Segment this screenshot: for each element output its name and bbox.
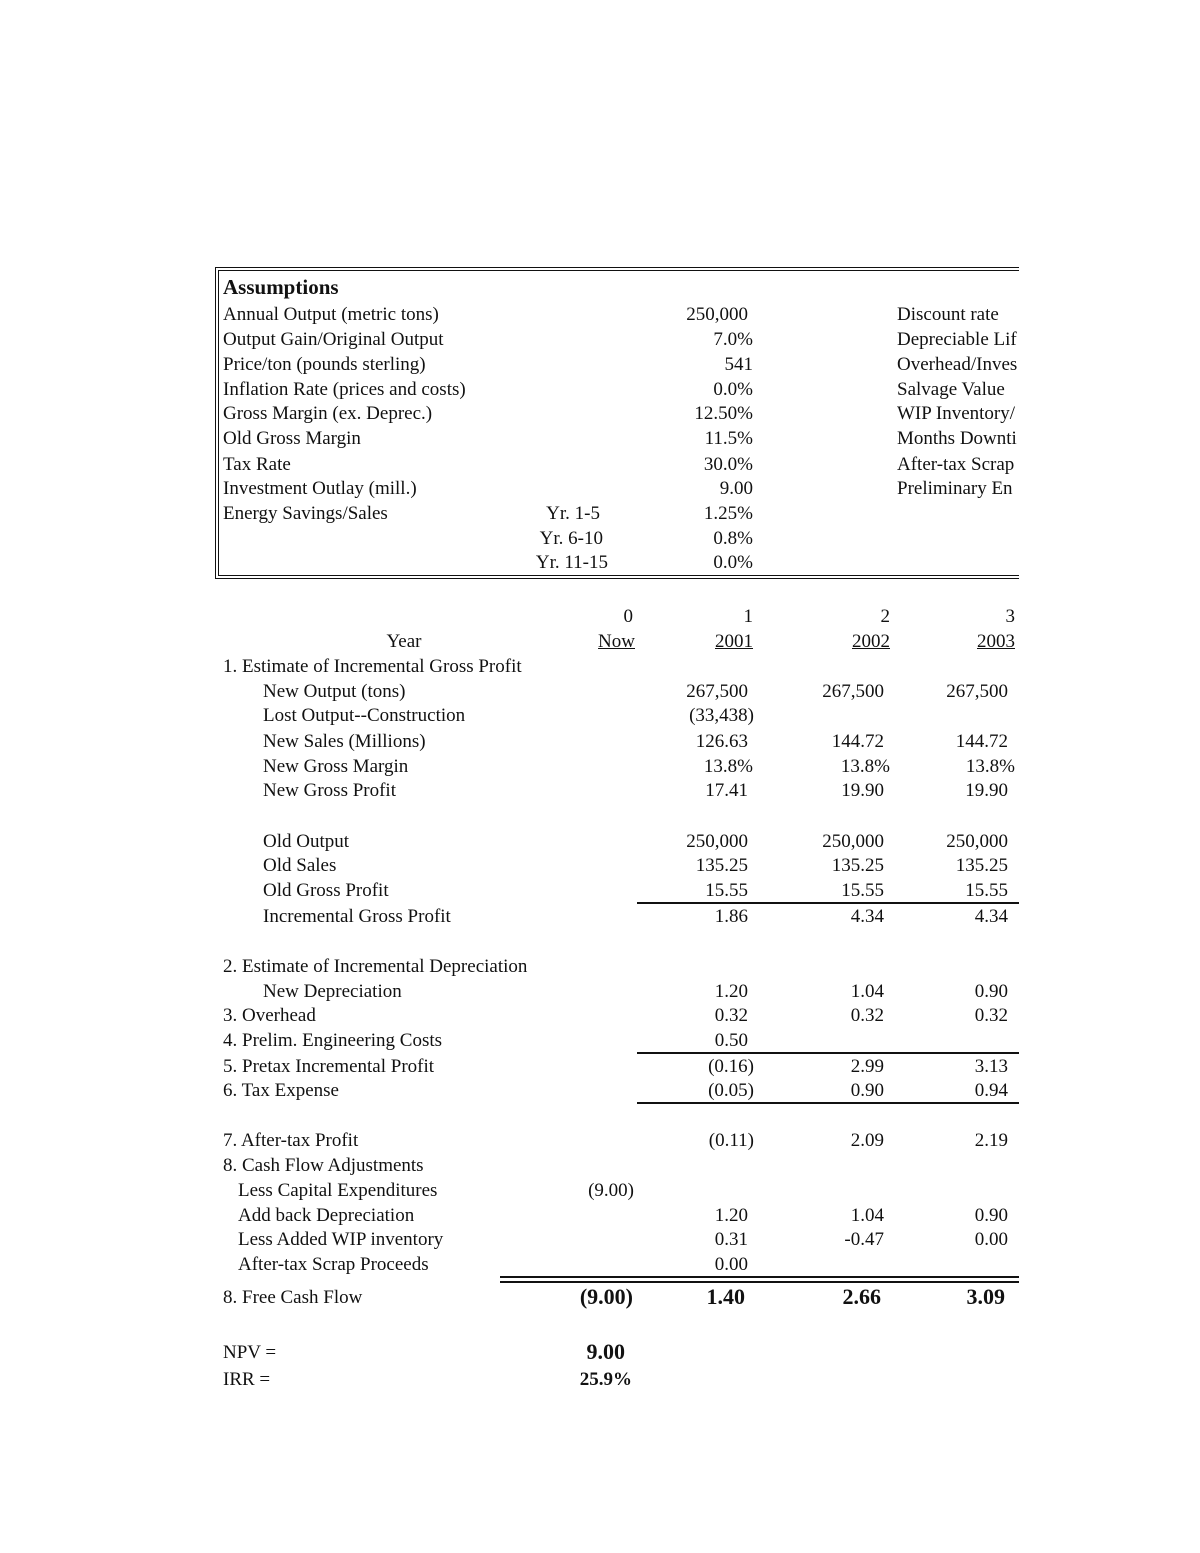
row-label: Less Added WIP inventory — [238, 1229, 444, 1250]
assumption-value: 30.0% — [703, 454, 753, 475]
row-value: 1.40 — [706, 1284, 745, 1309]
subtotal-rule — [637, 1102, 1019, 1104]
year-header: Now — [598, 631, 635, 652]
assumption-right-label: Overhead/Inves — [897, 354, 1018, 375]
assumption-value: 1.25% — [703, 503, 753, 524]
row-value: (0.05) — [708, 1080, 754, 1101]
row-value: (33,438) — [689, 705, 754, 726]
row-label: New Gross Margin — [263, 756, 409, 777]
assumption-label: Energy Savings/Sales — [223, 503, 388, 524]
row-value: (9.00) — [588, 1180, 634, 1201]
assumption-right-label: Discount rate — [897, 304, 999, 325]
row-value: 135.25 — [831, 855, 884, 876]
row-value: 144.72 — [831, 731, 884, 752]
row-value: 267,500 — [946, 681, 1008, 702]
row-value: 267,500 — [686, 681, 748, 702]
row-value: 3.13 — [974, 1056, 1008, 1077]
assumption-right-label: Salvage Value — [897, 379, 1005, 400]
row-value: 0.50 — [714, 1030, 748, 1051]
row-label: 8. Free Cash Flow — [223, 1287, 363, 1308]
row-label: After-tax Scrap Proceeds — [238, 1254, 429, 1275]
irr-label: IRR = — [223, 1369, 271, 1390]
assumption-label: Old Gross Margin — [223, 428, 361, 449]
row-value: 1.20 — [714, 1205, 748, 1226]
row-label: New Gross Profit — [263, 780, 396, 801]
row-value: 250,000 — [822, 831, 884, 852]
row-label: 3. Overhead — [223, 1005, 316, 1026]
assumption-label: Investment Outlay (mill.) — [223, 478, 417, 499]
period-header: 0 — [623, 606, 633, 627]
assumption-value: 541 — [724, 354, 753, 375]
row-value: 19.90 — [841, 780, 884, 801]
row-value: 17.41 — [705, 780, 748, 801]
row-value: 250,000 — [686, 831, 748, 852]
row-value: 250,000 — [946, 831, 1008, 852]
row-label: Old Sales — [263, 855, 337, 876]
row-value: -0.47 — [844, 1229, 884, 1250]
row-value: 1.04 — [850, 1205, 884, 1226]
row-value: 4.34 — [850, 906, 884, 927]
assumption-right-label: Months Downti — [897, 428, 1017, 449]
year-label: Year — [386, 631, 422, 652]
row-label: Old Gross Profit — [263, 880, 389, 901]
row-label: Old Output — [263, 831, 350, 852]
row-value: 2.66 — [842, 1284, 881, 1309]
row-value: 0.90 — [850, 1080, 884, 1101]
row-value: 1.04 — [850, 981, 884, 1002]
assumption-label: Gross Margin (ex. Deprec.) — [223, 403, 433, 424]
subtotal-rule — [637, 902, 1019, 904]
row-label: New Depreciation — [263, 981, 402, 1002]
row-value: 0.00 — [974, 1229, 1008, 1250]
total-double-rule — [500, 1276, 1019, 1283]
row-value: (0.16) — [708, 1056, 754, 1077]
row-value: 15.55 — [965, 880, 1008, 901]
row-value: 0.90 — [974, 981, 1008, 1002]
row-value: 0.94 — [974, 1080, 1008, 1101]
irr-value: 25.9% — [579, 1369, 632, 1390]
row-value: 0.32 — [714, 1005, 748, 1026]
assumption-label: Output Gain/Original Output — [223, 329, 444, 350]
row-label: 7. After-tax Profit — [223, 1130, 359, 1151]
assumption-value: 9.00 — [719, 478, 753, 499]
row-value: 15.55 — [705, 880, 748, 901]
row-label: 8. Cash Flow Adjustments — [223, 1155, 424, 1176]
row-label: 4. Prelim. Engineering Costs — [223, 1030, 443, 1051]
row-value: 126.63 — [695, 731, 748, 752]
row-label: Add back Depreciation — [238, 1205, 415, 1226]
assumption-right-label: WIP Inventory/ — [897, 403, 1016, 424]
assumption-right-label: Preliminary En — [897, 478, 1013, 499]
row-value: 135.25 — [955, 855, 1008, 876]
assumption-value: 7.0% — [713, 329, 753, 350]
subtotal-rule — [637, 1052, 1019, 1054]
assumptions-title: Assumptions — [223, 275, 339, 299]
row-label: 1. Estimate of Incremental Gross Profit — [223, 656, 522, 677]
assumption-right-label: Depreciable Lif — [897, 329, 1017, 350]
row-value: 0.32 — [974, 1005, 1008, 1026]
row-label: Incremental Gross Profit — [263, 906, 451, 927]
row-value: 0.00 — [714, 1254, 748, 1275]
row-value: 2.19 — [974, 1130, 1008, 1151]
row-value: 267,500 — [822, 681, 884, 702]
row-value: 4.34 — [974, 906, 1008, 927]
year-header: 2003 — [977, 631, 1015, 652]
row-label: 2. Estimate of Incremental Depreciation — [223, 956, 528, 977]
year-header: 2001 — [715, 631, 753, 652]
year-header: 2002 — [852, 631, 890, 652]
assumption-label: Inflation Rate (prices and costs) — [223, 379, 466, 400]
row-value: 19.90 — [965, 780, 1008, 801]
row-value: 15.55 — [841, 880, 884, 901]
row-value: 1.20 — [714, 981, 748, 1002]
period-header: 2 — [880, 606, 890, 627]
assumption-label: Price/ton (pounds sterling) — [223, 354, 426, 375]
row-label: 5. Pretax Incremental Profit — [223, 1056, 435, 1077]
row-value: (9.00) — [579, 1284, 633, 1309]
row-value: 2.09 — [850, 1130, 884, 1151]
row-value: 3.09 — [966, 1284, 1005, 1309]
row-label: New Sales (Millions) — [263, 731, 426, 752]
row-value: 0.31 — [714, 1229, 748, 1250]
assumption-value: 250,000 — [686, 304, 748, 325]
row-value: 13.8% — [703, 756, 753, 777]
row-value: 13.8% — [840, 756, 890, 777]
assumption-label: Tax Rate — [223, 454, 291, 475]
row-value: (0.11) — [708, 1130, 754, 1151]
npv-value: 9.00 — [586, 1339, 625, 1364]
row-label: Less Capital Expenditures — [238, 1180, 438, 1201]
period-header: 1 — [743, 606, 753, 627]
assumption-sub-label: Yr. 11-15 — [535, 552, 608, 573]
row-value: 13.8% — [965, 756, 1015, 777]
row-value: 2.99 — [850, 1056, 884, 1077]
assumption-value: 11.5% — [704, 428, 753, 449]
row-value: 135.25 — [695, 855, 748, 876]
row-label: Lost Output--Construction — [263, 705, 466, 726]
row-value: 144.72 — [955, 731, 1008, 752]
assumption-label: Annual Output (metric tons) — [223, 304, 439, 325]
period-header: 3 — [1005, 606, 1015, 627]
row-value: 0.90 — [974, 1205, 1008, 1226]
assumption-right-label: After-tax Scrap — [897, 454, 1015, 475]
assumption-sub-label: Yr. 6-10 — [539, 528, 603, 549]
row-value: 0.32 — [850, 1005, 884, 1026]
assumption-value: 0.8% — [713, 528, 753, 549]
row-label: 6. Tax Expense — [223, 1080, 339, 1101]
assumption-sub-label: Yr. 1-5 — [546, 503, 600, 524]
assumption-value: 0.0% — [713, 552, 753, 573]
assumption-value: 0.0% — [713, 379, 753, 400]
assumption-value: 12.50% — [694, 403, 753, 424]
npv-label: NPV = — [223, 1342, 277, 1363]
row-label: New Output (tons) — [263, 681, 406, 702]
row-value: 1.86 — [714, 906, 748, 927]
